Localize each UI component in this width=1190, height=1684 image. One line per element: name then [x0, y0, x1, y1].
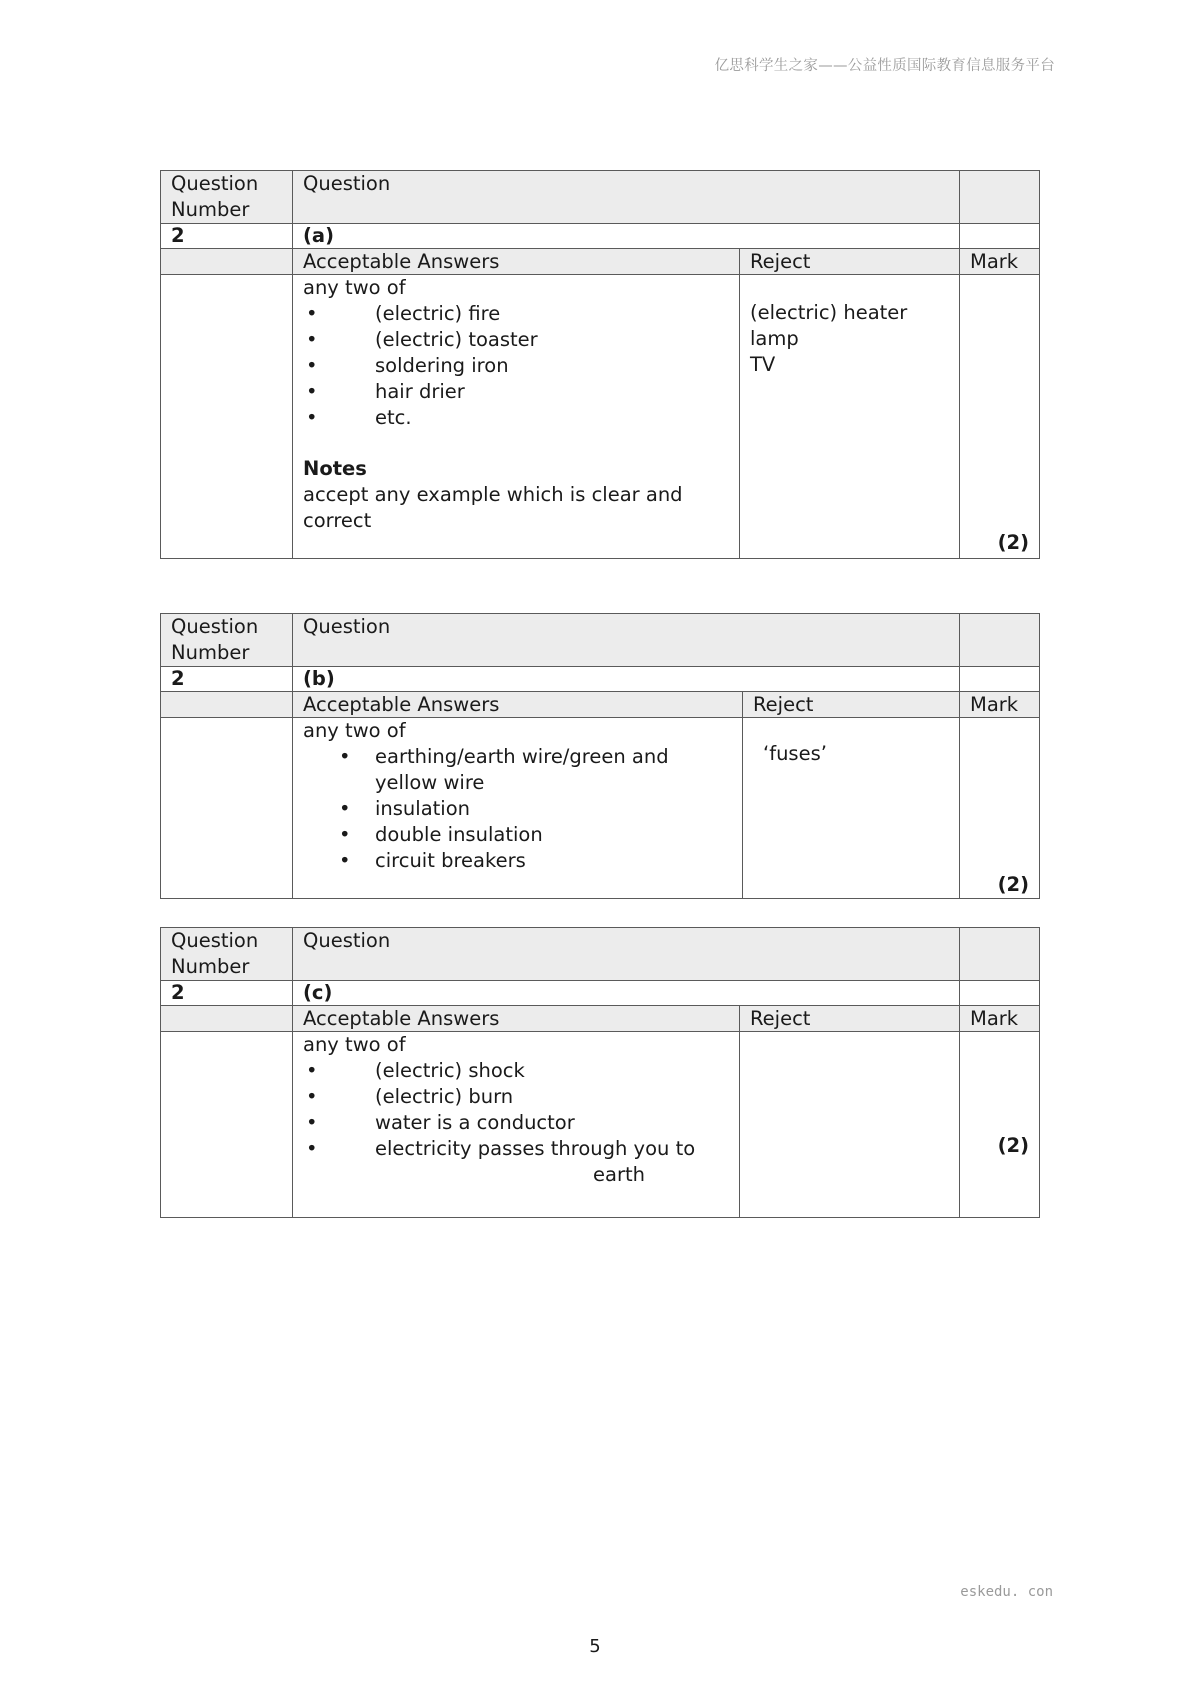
- markscheme-table-2b: [160, 613, 1040, 899]
- question-number: 2: [161, 224, 293, 249]
- question-header: Question: [293, 928, 960, 981]
- blank-cell: [161, 718, 293, 899]
- header-row: [161, 928, 1040, 981]
- answers-intro: any two of: [303, 1033, 406, 1056]
- reject-header: Reject: [740, 1006, 960, 1032]
- mark-header: Mark: [960, 692, 1040, 718]
- answer-item: • circuit breakers: [303, 848, 742, 874]
- question-header: Question: [293, 171, 960, 224]
- reject-cell: [740, 1032, 960, 1218]
- acceptable-answers-cell: [293, 1032, 740, 1218]
- reject-item: lamp: [750, 327, 799, 350]
- question-id-row: [161, 667, 1040, 692]
- answer-item: • electricity passes through you to: [303, 1136, 739, 1162]
- answer-item: • hair drier: [303, 379, 739, 405]
- acceptable-answers-header: Acceptable Answers: [293, 692, 743, 718]
- markscheme-table-2a: [160, 170, 1040, 559]
- answer-row: [161, 275, 1040, 559]
- question-number-header: Question Number: [161, 614, 293, 667]
- acceptable-answers-cell: [293, 718, 743, 899]
- reject-cell: [743, 718, 960, 899]
- question-number: 2: [161, 667, 293, 692]
- blank-header-cell: [960, 171, 1040, 224]
- header-row: [161, 614, 1040, 667]
- answer-list: [303, 301, 739, 431]
- acceptable-answers-header: Acceptable Answers: [293, 249, 740, 275]
- blank-cell: [960, 981, 1040, 1006]
- answer-item: • etc.: [303, 405, 739, 431]
- question-part: (b): [293, 667, 960, 692]
- notes-text: accept any example which is clear and correct: [303, 483, 683, 532]
- mark-cell: [960, 1032, 1040, 1218]
- reject-item: ‘fuses’: [763, 742, 827, 765]
- answer-item: • (electric) shock: [303, 1058, 739, 1084]
- notes-label: Notes: [303, 457, 367, 480]
- blank-header-cell: [960, 614, 1040, 667]
- answer-row: [161, 718, 1040, 899]
- answer-item: • (electric) toaster: [303, 327, 739, 353]
- answer-item: • double insulation: [303, 822, 742, 848]
- answers-intro: any two of: [303, 276, 406, 299]
- answer-item: • water is a conductor: [303, 1110, 739, 1136]
- column-header-row: [161, 692, 1040, 718]
- answer-item: • (electric) fire: [303, 301, 739, 327]
- acceptable-answers-header: Acceptable Answers: [293, 1006, 740, 1032]
- watermark-top: 亿思科学生之家——公益性质国际教育信息服务平台: [714, 58, 1055, 74]
- blank-cell: [161, 1032, 293, 1218]
- question-id-row: [161, 224, 1040, 249]
- blank-cell: [161, 1006, 293, 1032]
- mark-value: (2): [997, 1134, 1029, 1157]
- header-row: [161, 171, 1040, 224]
- answer-list: [303, 744, 742, 874]
- blank-cell: [161, 692, 293, 718]
- column-header-row: [161, 1006, 1040, 1032]
- question-part: (c): [293, 981, 960, 1006]
- answers-intro: any two of: [303, 719, 406, 742]
- reject-header: Reject: [743, 692, 960, 718]
- markscheme-table-2c: [160, 927, 1040, 1218]
- page-number: 5: [589, 1636, 601, 1657]
- answer-row: [161, 1032, 1040, 1218]
- mark-value: (2): [997, 531, 1029, 554]
- blank-cell: [161, 275, 293, 559]
- question-part: (a): [293, 224, 960, 249]
- column-header-row: [161, 249, 1040, 275]
- answer-continuation: earth: [593, 1163, 645, 1186]
- question-id-row: [161, 981, 1040, 1006]
- question-number-header: Question Number: [161, 928, 293, 981]
- blank-cell: [960, 224, 1040, 249]
- reject-item: (electric) heater: [750, 301, 908, 324]
- watermark-bottom: eskedu. con: [960, 1584, 1053, 1600]
- answer-list: [303, 1058, 739, 1162]
- blank-header-cell: [960, 928, 1040, 981]
- answer-item: • soldering iron: [303, 353, 739, 379]
- reject-cell: [740, 275, 960, 559]
- reject-item: TV: [750, 353, 776, 376]
- question-number-header: Question Number: [161, 171, 293, 224]
- mark-cell: [960, 275, 1040, 559]
- acceptable-answers-cell: [293, 275, 740, 559]
- reject-header: Reject: [740, 249, 960, 275]
- blank-cell: [161, 249, 293, 275]
- answer-item: • earthing/earth wire/green and yellow wire: [303, 744, 742, 796]
- mark-cell: [960, 718, 1040, 899]
- blank-cell: [960, 667, 1040, 692]
- mark-header: Mark: [960, 1006, 1040, 1032]
- question-header: Question: [293, 614, 960, 667]
- mark-value: (2): [997, 873, 1029, 896]
- question-number: 2: [161, 981, 293, 1006]
- answer-item: • (electric) burn: [303, 1084, 739, 1110]
- answer-item: • insulation: [303, 796, 742, 822]
- mark-header: Mark: [960, 249, 1040, 275]
